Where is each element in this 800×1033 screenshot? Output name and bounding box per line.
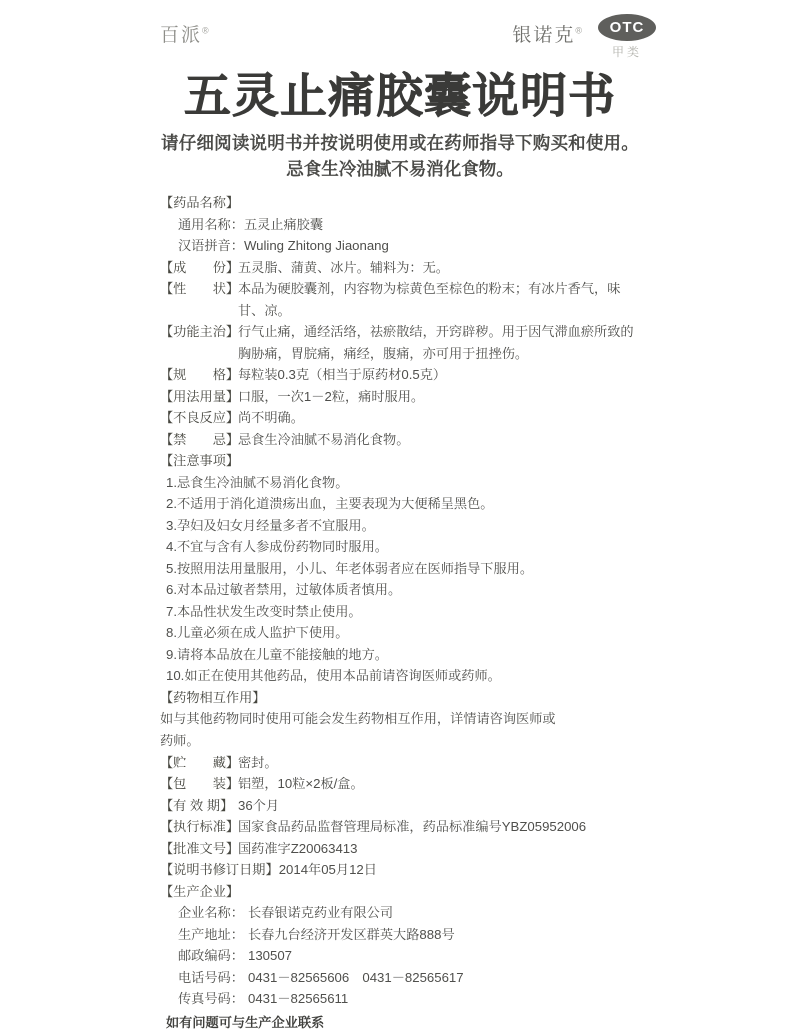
insert-body — [160, 192, 655, 1033]
company-name-value: 长春银诺克药业有限公司 — [248, 905, 394, 921]
section-interactions-label: 【药物相互作用】 — [160, 689, 266, 705]
section-interactions — [160, 687, 655, 752]
list-item: 2.不适用于消化道溃疡出血，主要表现为大便稀呈黑色。 — [166, 496, 494, 512]
section-approval-number-label: 【批准文号】 — [160, 840, 240, 856]
field-address — [160, 924, 655, 946]
generic-name-key: 通用名称： — [178, 216, 244, 232]
list-item: 10.如正在使用其他药品，使用本品前请咨询医师或药师。 — [166, 668, 501, 684]
section-revision-date-value: 2014年05月12日 — [278, 862, 377, 878]
list-item: 7.本品性状发生改变时禁止使用。 — [166, 603, 362, 619]
section-storage — [160, 752, 655, 774]
footer-contact-note: 如有问题可与生产企业联系 — [166, 1014, 325, 1030]
brand-baipai — [160, 20, 209, 47]
phone-key: 电话号码： — [178, 969, 244, 985]
section-contraindication-label: 【禁 忌】 — [160, 431, 240, 447]
subtitle-line-1: 请仔细阅读说明书并按说明使用或在药师指导下购买和使用。 — [161, 133, 639, 154]
section-manufacturer-label: 【生产企业】 — [160, 883, 240, 899]
brand-yinnuoke — [512, 20, 582, 47]
section-indications — [160, 321, 655, 364]
list-item: 6.对本品过敏者禁用，过敏体质者慎用。 — [166, 582, 402, 598]
otc-logo-icon: OTC — [598, 14, 656, 41]
section-adverse-reactions-value: 尚不明确。 — [238, 410, 304, 426]
section-ingredients-value: 五灵脂、蒲黄、冰片。辅料为：无。 — [238, 259, 449, 275]
section-dosage-value: 口服，一次1－2粒，痛时服用。 — [238, 388, 425, 404]
section-specification — [160, 364, 655, 386]
list-item: 9.请将本品放在儿童不能接触的地方。 — [166, 646, 388, 662]
section-manufacturer — [160, 881, 655, 903]
section-contraindication — [160, 429, 655, 451]
list-item: 1.忌食生冷油腻不易消化食物。 — [166, 474, 349, 490]
section-revision-date — [160, 859, 655, 881]
field-fax — [160, 988, 655, 1010]
list-item: 4.不宜与含有人参成份药物同时服用。 — [166, 539, 388, 555]
registered-trademark-icon: ® — [202, 25, 209, 36]
section-standard-value: 国家食品药品监督管理局标准，药品标准编号YBZ05952006 — [238, 819, 587, 835]
section-approval-number — [160, 838, 655, 860]
section-revision-date-label: 【说明书修订日期】 — [160, 862, 279, 878]
generic-name-value: 五灵止痛胶囊 — [243, 216, 324, 232]
otc-badge — [594, 14, 660, 60]
subtitle-line-2: 忌食生冷油腻不易消化食物。 — [286, 158, 514, 179]
section-packaging — [160, 773, 655, 795]
section-storage-label: 【贮 藏】 — [160, 754, 240, 770]
section-storage-value: 密封。 — [238, 754, 278, 770]
section-standard — [160, 816, 655, 838]
section-indications-label: 【功能主治】 — [160, 324, 240, 340]
fax-value: 0431－82565611 — [248, 991, 349, 1007]
section-adverse-reactions — [160, 407, 655, 429]
postcode-key: 邮政编码： — [178, 948, 244, 964]
section-precautions — [160, 450, 655, 472]
section-properties — [160, 278, 655, 321]
field-pinyin — [160, 235, 655, 257]
section-dosage-label: 【用法用量】 — [160, 388, 240, 404]
package-insert-page — [0, 14, 800, 1030]
section-packaging-label: 【包 装】 — [160, 776, 240, 792]
subtitle-block — [150, 131, 650, 182]
section-approval-number-value: 国药准字Z20063413 — [238, 840, 358, 856]
list-item: 8.儿童必须在成人监护下使用。 — [166, 625, 349, 641]
section-ingredients-label: 【成 份】 — [160, 259, 240, 275]
company-name-key: 企业名称： — [178, 905, 244, 921]
section-contraindication-value: 忌食生冷油腻不易消化食物。 — [238, 431, 410, 447]
brand-baipai-label: 百派 — [160, 25, 203, 46]
section-shelf-life-value: 36个月 — [238, 797, 280, 813]
field-company-name — [160, 902, 655, 924]
otc-class-label: 甲类 — [611, 45, 642, 59]
section-shelf-life-label: 【有 效 期】 — [160, 797, 234, 813]
pinyin-key: 汉语拼音： — [178, 238, 244, 254]
section-ingredients — [160, 257, 655, 279]
section-precautions-label: 【注意事项】 — [160, 453, 240, 469]
phone-value: 0431－82565606 0431－82565617 — [248, 969, 464, 985]
section-drug-name — [160, 192, 655, 214]
field-postcode — [160, 945, 655, 967]
section-standard-label: 【执行标准】 — [160, 819, 240, 835]
field-phone — [160, 967, 655, 989]
list-item: 3.孕妇及妇女月经量多者不宜服用。 — [166, 517, 375, 533]
registered-trademark-icon: ® — [575, 25, 582, 36]
field-generic-name — [160, 214, 655, 236]
postcode-value: 130507 — [248, 948, 293, 964]
list-item: 5.按照用法用量服用，小儿、年老体弱者应在医师指导下服用。 — [166, 560, 534, 576]
section-specification-label: 【规 格】 — [160, 367, 240, 383]
section-properties-value: 本品为硬胶囊剂，内容物为棕黄色至棕色的粉末；有冰片香气，味甘、凉。 — [238, 281, 621, 318]
address-value: 长春九台经济开发区群英大路888号 — [248, 926, 455, 942]
section-properties-label: 【性 状】 — [160, 281, 240, 297]
pinyin-value: Wuling Zhitong Jiaonang — [243, 238, 389, 254]
section-specification-value: 每粒装0.3克（相当于原药材0.5克） — [238, 367, 447, 383]
section-interactions-value: 如与其他药物同时使用可能会发生药物相互作用，详情请咨询医师或药师。 — [160, 711, 556, 748]
address-key: 生产地址： — [178, 926, 244, 942]
brand-yinnuoke-label: 银诺克 — [512, 25, 576, 46]
section-adverse-reactions-label: 【不良反应】 — [160, 410, 240, 426]
section-indications-value: 行气止痛，通经活络，祛瘀散结，开窍辟秽。用于因气滞血瘀所致的胸胁痛，胃脘痛，痛经，腹痛，亦可用于扭挫伤。 — [238, 324, 634, 361]
section-drug-name-label: 【药品名称】 — [160, 195, 240, 211]
header-brand-row — [160, 14, 660, 70]
section-shelf-life — [160, 795, 655, 817]
section-dosage — [160, 386, 655, 408]
section-packaging-value: 铝塑，10粒×2板/盒。 — [238, 776, 364, 792]
page-title: 五灵止痛胶囊说明书 — [184, 69, 616, 124]
fax-key: 传真号码： — [178, 991, 244, 1007]
